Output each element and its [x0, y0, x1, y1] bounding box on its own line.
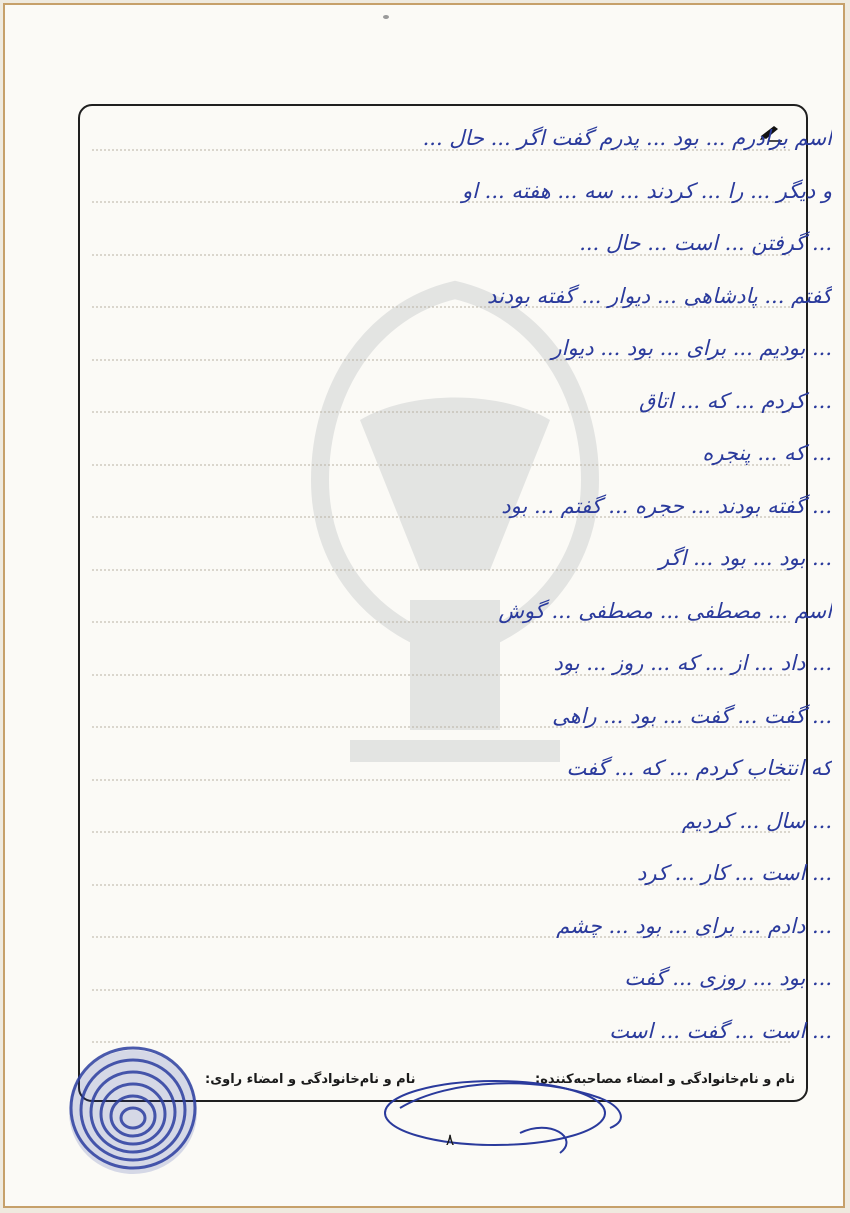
handwritten-line: ... بودیم ... برای ... بود ... دیوار — [551, 336, 832, 360]
handwritten-line: ... داد ... از ... که ... روز ... بود — [553, 651, 832, 675]
narrator-signature-label: نام و نام‌خانوادگی و امضاء راوی: — [205, 1072, 416, 1087]
handwritten-line: گفتم ... پادشاهی ... دیوار ... گفته بودند — [486, 283, 832, 308]
handwritten-line: اسم برادرم ... بود ... پدرم گفت اگر ... حال ... — [422, 126, 832, 150]
handwritten-line: اسم ... مصطفی ... مصطفی ... گوش — [498, 598, 832, 623]
handwritten-line: ... گرفتن ... است ... حال ... — [579, 231, 832, 255]
handwritten-line: و دیگر ... را ... کردند ... سه ... هفته ... او — [462, 178, 832, 203]
interviewer-signature-label: نام و نام‌خانوادگی و امضاء مصاحبه‌کننده: — [535, 1072, 796, 1087]
handwritten-signature — [370, 1058, 650, 1158]
handwritten-line: ... بود ... روزی ... گفت — [624, 966, 832, 990]
handwritten-line: ... گفته بودند ... حجره ... گفتم ... بود — [501, 493, 832, 518]
handwritten-text-block — [12, 112, 832, 1052]
handwritten-line: ... است ... گفت ... است — [609, 1018, 832, 1043]
page-number: ۸ — [445, 1130, 455, 1149]
handwritten-line: ... است ... کار ... کرد — [637, 861, 832, 885]
handwritten-line: ... دادم ... برای ... بود ... چشم — [556, 913, 832, 938]
handwritten-line: ... کردم ... که ... اتاق — [638, 388, 832, 413]
fingerprint-stamp — [55, 1030, 215, 1180]
handwritten-line: ... سال ... کردیم — [681, 808, 832, 833]
handwritten-line: ... بود ... بود ... اگر — [659, 546, 832, 570]
handwritten-line: که انتخاب کردم ... که ... گفت — [566, 756, 832, 780]
handwritten-line: ... گفت ... گفت ... بود ... راهی — [552, 703, 832, 728]
handwritten-line: ... که ... پنجره — [702, 441, 832, 465]
